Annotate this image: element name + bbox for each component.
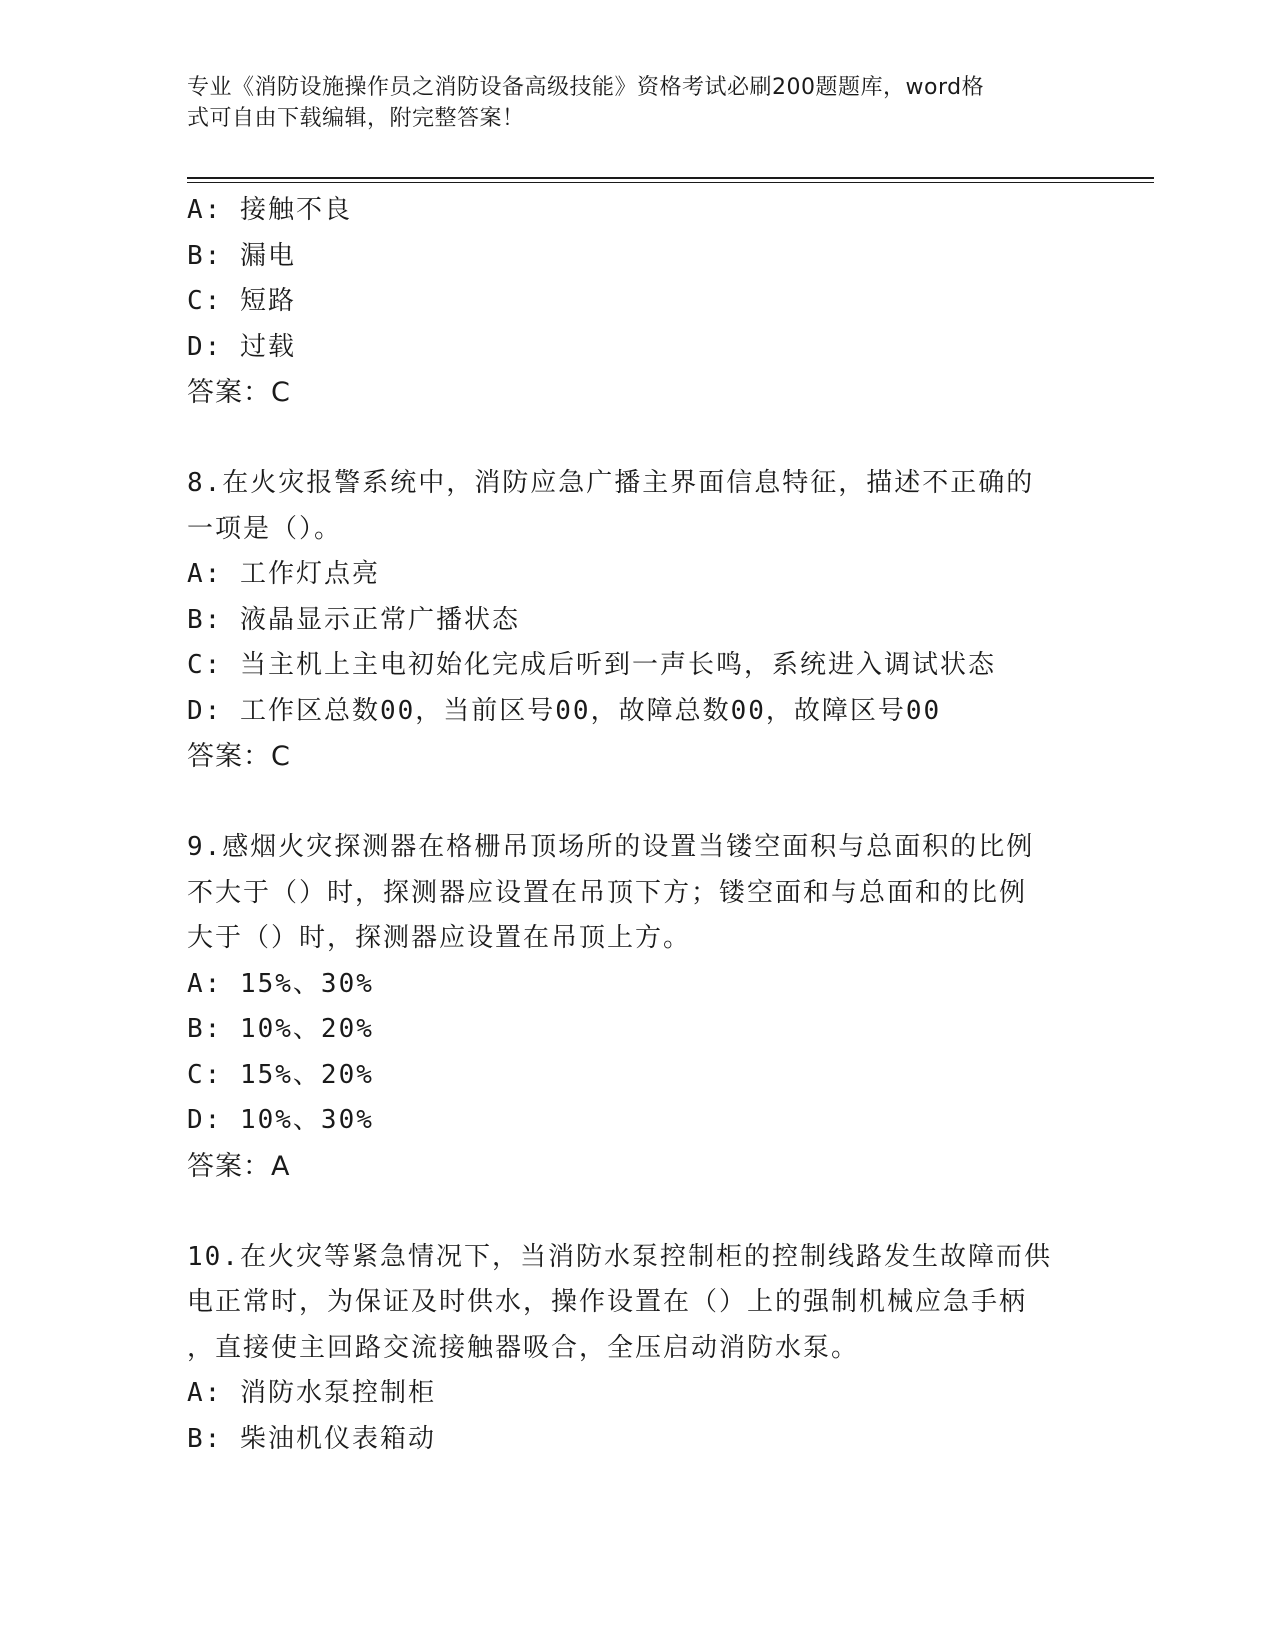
header-line-1: 专业《消防设施操作员之消防设备高级技能》资格考试必刷200题题库，word格	[187, 75, 985, 100]
q10-text-line-1: 10.在火灾等紧急情况下，当消防水泵控制柜的控制线路发生故障而供	[187, 1241, 1052, 1272]
q8-text-line-1: 8.在火灾报警系统中，消防应急广播主界面信息特征，描述不正确的	[187, 468, 1035, 498]
q9-text-line-1: 9.感烟火灾探测器在格栅吊顶场所的设置当镂空面积与总面积的比例	[187, 832, 1035, 862]
header-line-2: 式可自由下载编辑，附完整答案！	[187, 106, 525, 131]
q9-option-c: C: 15%、20%	[187, 1059, 374, 1090]
question-7	[187, 188, 1087, 416]
q8-option-b: B: 液晶显示正常广播状态	[187, 604, 520, 635]
q8-option-d: D: 工作区总数00，当前区号00，故障总数00，故障区号00	[187, 695, 942, 726]
question-10	[187, 1235, 1087, 1463]
q10-text-line-3: ，直接使主回路交流接触器吸合，全压启动消防水泵。	[187, 1332, 860, 1363]
q9-option-b: B: 10%、20%	[187, 1014, 374, 1044]
q7-option-a: A: 接触不良	[187, 195, 352, 225]
q7-option-c: C: 短路	[187, 286, 296, 316]
q9-text-line-2: 不大于（）时，探测器应设置在吊顶下方；镂空面和与总面和的比例	[187, 877, 1028, 908]
spacer	[187, 1189, 1087, 1235]
page-header	[187, 72, 1067, 134]
q9-answer: 答案：A	[187, 1150, 291, 1182]
question-content	[187, 188, 1087, 1462]
q9-option-d: D: 10%、30%	[187, 1105, 374, 1135]
q8-option-a: A: 工作灯点亮	[187, 559, 380, 589]
q7-option-d: D: 过载	[187, 331, 296, 362]
q8-option-c: C: 当主机上主电初始化完成后听到一声长鸣，系统进入调试状态	[187, 650, 996, 680]
q8-answer: 答案：C	[187, 741, 291, 772]
header-rule-thin	[187, 182, 1154, 183]
q7-answer: 答案：C	[187, 377, 291, 408]
q8-text-line-2: 一项是（）。	[187, 513, 343, 544]
q10-text-line-2: 电正常时，为保证及时供水，操作设置在（）上的强制机械应急手柄	[187, 1287, 1028, 1317]
spacer	[187, 780, 1087, 826]
question-8	[187, 461, 1087, 780]
header-rule-thick	[187, 177, 1154, 179]
question-9	[187, 825, 1087, 1189]
q9-text-line-3: 大于（）时，探测器应设置在吊顶上方。	[187, 923, 692, 953]
q9-option-a: A: 15%、30%	[187, 968, 374, 999]
q10-option-a: A: 消防水泵控制柜	[187, 1378, 436, 1408]
q7-option-b: B: 漏电	[187, 240, 296, 271]
spacer	[187, 416, 1087, 462]
q10-option-b: B: 柴油机仪表箱动	[187, 1423, 436, 1454]
